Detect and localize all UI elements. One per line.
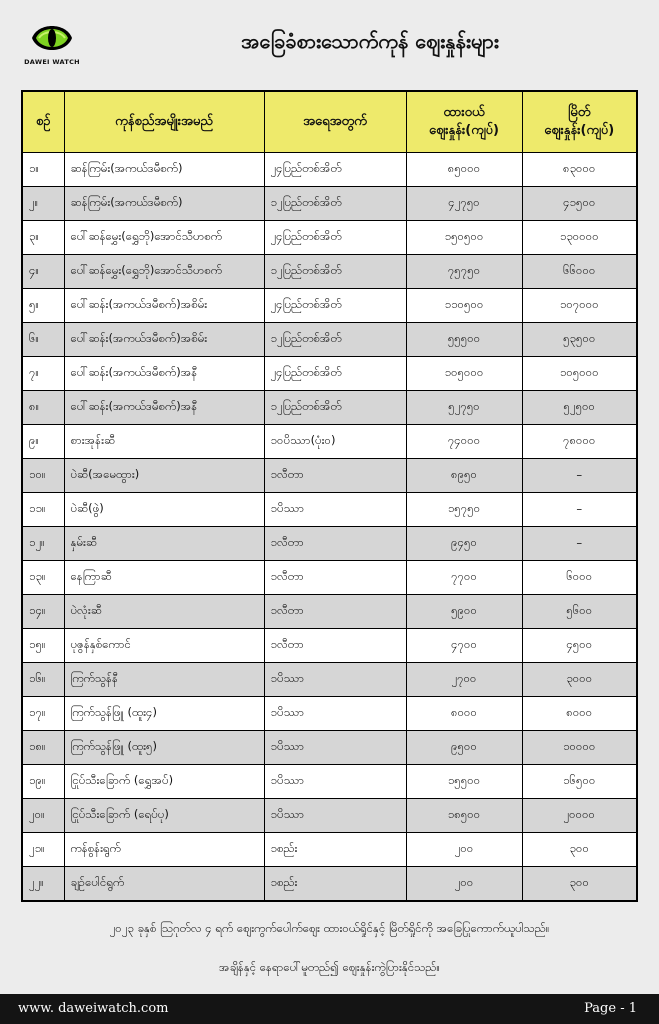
item-quantity: ၂၄ပြည်တစ်အိတ် xyxy=(264,288,406,322)
table-row xyxy=(22,696,637,730)
item-name: ကန်စွန်းရွက် xyxy=(64,832,264,866)
dawei-price: ၂၇၀၀ xyxy=(406,662,522,696)
table-row xyxy=(22,186,637,220)
item-quantity: ၁လီတာ xyxy=(264,458,406,492)
page-header xyxy=(0,0,659,90)
item-name: ပေါ်ဆန်း(အကယ်ဒမီစက်)အစိမ်း xyxy=(64,288,264,322)
item-name: ပေါ်ဆန်း(အကယ်ဒမီစက်)အနီ xyxy=(64,390,264,424)
dawei-price: ၇၇၀၀ xyxy=(406,560,522,594)
table-row xyxy=(22,764,637,798)
myeik-price: ၃၀၀၀ xyxy=(522,662,637,696)
item-quantity: ၁လီတာ xyxy=(264,560,406,594)
myeik-price: ၁၆၅၀၀ xyxy=(522,764,637,798)
table-row xyxy=(22,458,637,492)
myeik-price: ၅၃၅၀၀ xyxy=(522,322,637,356)
item-name: ပဲဆီ(အမေထွား) xyxy=(64,458,264,492)
item-name: ကြက်သွန်နီ xyxy=(64,662,264,696)
row-number: ၃။ xyxy=(22,220,64,254)
row-number: ၁၈။ xyxy=(22,730,64,764)
table-row xyxy=(22,832,637,866)
row-number: ၁၆။ xyxy=(22,662,64,696)
brand-name: DAWEI WATCH xyxy=(24,58,80,66)
table-header-row xyxy=(22,91,637,153)
table-row xyxy=(22,560,637,594)
row-number: ၁၄။ xyxy=(22,594,64,628)
item-name: ပဲလုံးဆီ xyxy=(64,594,264,628)
row-number: ၄။ xyxy=(22,254,64,288)
website-link[interactable]: www. daweiwatch.com xyxy=(18,1001,169,1016)
item-quantity: ၁လီတာ xyxy=(264,594,406,628)
col-header-no: စဉ် xyxy=(22,91,64,153)
item-quantity: ၁၂ပြည်တစ်အိတ် xyxy=(264,254,406,288)
dawei-price: ၈၀၀၀ xyxy=(406,696,522,730)
page-footer xyxy=(0,994,659,1024)
item-quantity: ၁ပိဿာ xyxy=(264,492,406,526)
table-row xyxy=(22,492,637,526)
eye-icon xyxy=(30,20,74,56)
item-quantity: ၁ပိဿာ xyxy=(264,764,406,798)
myeik-price: ၆၆၀၀၀ xyxy=(522,254,637,288)
item-name: ချဉ်ပေါင်ရွက် xyxy=(64,866,264,901)
row-number: ၅။ xyxy=(22,288,64,322)
table-body xyxy=(22,153,637,902)
row-number: ၁၃။ xyxy=(22,560,64,594)
item-name: ပေါ်ဆန်း(အကယ်ဒမီစက်)အနီ xyxy=(64,356,264,390)
table-row xyxy=(22,254,637,288)
row-number: ၁၅။ xyxy=(22,628,64,662)
col-header-qty: အရေအတွက် xyxy=(264,91,406,153)
item-quantity: ၁၀ပိဿာ(ပုံး၀) xyxy=(264,424,406,458)
myeik-price: – xyxy=(522,526,637,560)
dawei-watch-logo xyxy=(24,20,80,80)
item-name: ပေါ်ဆန်မွှေး(ရွှေဘို)အောင်သီဟစက် xyxy=(64,220,264,254)
dawei-price: ၄၂၇၅၀ xyxy=(406,186,522,220)
dawei-price: ၇၅၇၅၀ xyxy=(406,254,522,288)
row-number: ၁၂။ xyxy=(22,526,64,560)
myeik-price: ၁၀၅၀၀၀ xyxy=(522,356,637,390)
item-quantity: ၁ပိဿာ xyxy=(264,696,406,730)
dawei-price: ၉၄၅၀ xyxy=(406,526,522,560)
item-name: ပဲဆီ(ဖွဲ) xyxy=(64,492,264,526)
dawei-price: ၉၅၀၀ xyxy=(406,730,522,764)
item-quantity: ၁ပိဿာ xyxy=(264,730,406,764)
item-quantity: ၁ပိဿာ xyxy=(264,798,406,832)
myeik-price: ၄၅၀၀ xyxy=(522,628,637,662)
table-row xyxy=(22,866,637,901)
item-quantity: ၁၂ပြည်တစ်အိတ် xyxy=(264,390,406,424)
dawei-price: ၈၉၅၀ xyxy=(406,458,522,492)
row-number: ၁၁။ xyxy=(22,492,64,526)
table-row xyxy=(22,424,637,458)
row-number: ၉။ xyxy=(22,424,64,458)
item-name: ကြက်သွန်ဖြူ (ထူး၅) xyxy=(64,730,264,764)
price-table xyxy=(21,90,638,902)
dawei-price: ၁၁၀၅၀၀ xyxy=(406,288,522,322)
dawei-price: ၁၅၅၀၀ xyxy=(406,764,522,798)
item-quantity: ၁၂ပြည်တစ်အိတ် xyxy=(264,322,406,356)
myeik-price: ၃၀၀ xyxy=(522,866,637,901)
row-number: ၁၀။ xyxy=(22,458,64,492)
item-quantity: ၁လီတာ xyxy=(264,628,406,662)
dawei-price: ၅၅၅၀၀ xyxy=(406,322,522,356)
item-quantity: ၂၄ပြည်တစ်အိတ် xyxy=(264,153,406,187)
item-quantity: ၁လီတာ xyxy=(264,526,406,560)
table-row xyxy=(22,730,637,764)
note-disclaimer: အချိန်နှင့် နေရာပေါ်မူတည်၍ ဈေးနှုန်းကွဲပြားနိုင်သည်။ xyxy=(219,960,440,974)
myeik-price: ၅၆၀၀ xyxy=(522,594,637,628)
table-row xyxy=(22,798,637,832)
row-number: ၁၇။ xyxy=(22,696,64,730)
table-row xyxy=(22,628,637,662)
item-name: ဆန်ကြမ်း(အကယ်ဒမီစက်) xyxy=(64,186,264,220)
item-name: ပေါ်ဆန်း(အကယ်ဒမီစက်)အစိမ်း xyxy=(64,322,264,356)
row-number: ၁။ xyxy=(22,153,64,187)
item-name: ဆန်ကြမ်း(အကယ်ဒမီစက်) xyxy=(64,153,264,187)
note-date-source: ၂၀၂၃ ခုနှစ် ဩဂုတ်လ ၄ ရက် ဈေးကွက်ပေါက်ဈေး ထားဝယ်ရှိုင်နှင့် မြိတ်ရှိုင်ကို အခြေပြုကောက်ယူပါသည်။ xyxy=(109,921,550,935)
dawei-price: ၁၈၅၀၀ xyxy=(406,798,522,832)
dawei-price: ၄၇၀၀ xyxy=(406,628,522,662)
row-number: ၁၉။ xyxy=(22,764,64,798)
item-quantity: ၁စည်း xyxy=(264,832,406,866)
row-number: ၂၀။ xyxy=(22,798,64,832)
dawei-price: ၈၅၀၀၀ xyxy=(406,153,522,187)
table-row xyxy=(22,390,637,424)
row-number: ၇။ xyxy=(22,356,64,390)
table-row xyxy=(22,153,637,187)
item-name: စားအုန်းဆီ xyxy=(64,424,264,458)
row-number: ၆။ xyxy=(22,322,64,356)
col-header-myeik-label: မြိတ် xyxy=(568,105,591,121)
row-number: ၈။ xyxy=(22,390,64,424)
row-number: ၂၂။ xyxy=(22,866,64,901)
myeik-price: ၈၃၀၀၀ xyxy=(522,153,637,187)
table-row xyxy=(22,662,637,696)
table-row xyxy=(22,526,637,560)
col-header-dawei-unit: ဈေးနှုန်း(ကျပ်) xyxy=(429,123,499,138)
table-row xyxy=(22,220,637,254)
myeik-price: ၃၀၀ xyxy=(522,832,637,866)
dawei-price: ၁၅၇၅၀ xyxy=(406,492,522,526)
row-number: ၂။ xyxy=(22,186,64,220)
myeik-price: ၁၀၇၀၀၀ xyxy=(522,288,637,322)
col-header-dawei-price xyxy=(406,91,522,153)
table-row xyxy=(22,356,637,390)
myeik-price: ၁၃၀၀၀၀ xyxy=(522,220,637,254)
dawei-price: ၁၀၅၀၀၀ xyxy=(406,356,522,390)
item-name: နှမ်းဆီ xyxy=(64,526,264,560)
item-quantity: ၁စည်း xyxy=(264,866,406,901)
table-row xyxy=(22,322,637,356)
table-row xyxy=(22,288,637,322)
myeik-price: ၅၂၅၀၀ xyxy=(522,390,637,424)
myeik-price: – xyxy=(522,458,637,492)
dawei-price: ၂၀၀ xyxy=(406,866,522,901)
item-quantity: ၁ပိဿာ xyxy=(264,662,406,696)
myeik-price: ၇၈၀၀၀ xyxy=(522,424,637,458)
col-header-myeik-price xyxy=(522,91,637,153)
col-header-dawei-label: ထားဝယ် xyxy=(443,105,485,121)
item-name: ပုဇွန်နှစ်ကောင် xyxy=(64,628,264,662)
dawei-price: ၅၂၇၅၀ xyxy=(406,390,522,424)
myeik-price: ၆၀၀၀ xyxy=(522,560,637,594)
dawei-price: ၂၀၀ xyxy=(406,832,522,866)
col-header-item: ကုန်စည်အမျိုးအမည် xyxy=(64,91,264,153)
page-title: အခြေခံစားသောက်ကုန် ဈေးနှုန်းများ xyxy=(241,29,499,53)
myeik-price: ၈၀၀၀ xyxy=(522,696,637,730)
item-quantity: ၁၂ပြည်တစ်အိတ် xyxy=(264,186,406,220)
item-name: ငြုပ်သီးခြောက် (ရွှေအပ်) xyxy=(64,764,264,798)
myeik-price: ၂၀၀၀၀ xyxy=(522,798,637,832)
item-name: ပေါ်ဆန်မွှေး(ရွှေဘို)အောင်သီဟစက် xyxy=(64,254,264,288)
row-number: ၂၁။ xyxy=(22,832,64,866)
myeik-price: ၄၁၅၀၀ xyxy=(522,186,637,220)
item-name: ကြက်သွန်ဖြူ (ထူး၄) xyxy=(64,696,264,730)
item-name: ငြုပ်သီးခြောက် (ရေပ်ပု) xyxy=(64,798,264,832)
col-header-myeik-unit: ဈေးနှုန်း(ကျပ်) xyxy=(544,123,615,138)
dawei-price: ၇၄၀၀၀ xyxy=(406,424,522,458)
myeik-price: – xyxy=(522,492,637,526)
item-name: နေကြာဆီ xyxy=(64,560,264,594)
page-number: Page - 1 xyxy=(584,1001,637,1016)
myeik-price: ၁၀၀၀၀ xyxy=(522,730,637,764)
item-quantity: ၂၄ပြည်တစ်အိတ် xyxy=(264,220,406,254)
dawei-price: ၅၉၀၀ xyxy=(406,594,522,628)
dawei-price: ၁၅၀၅၀၀ xyxy=(406,220,522,254)
table-row xyxy=(22,594,637,628)
item-quantity: ၂၄ပြည်တစ်အိတ် xyxy=(264,356,406,390)
